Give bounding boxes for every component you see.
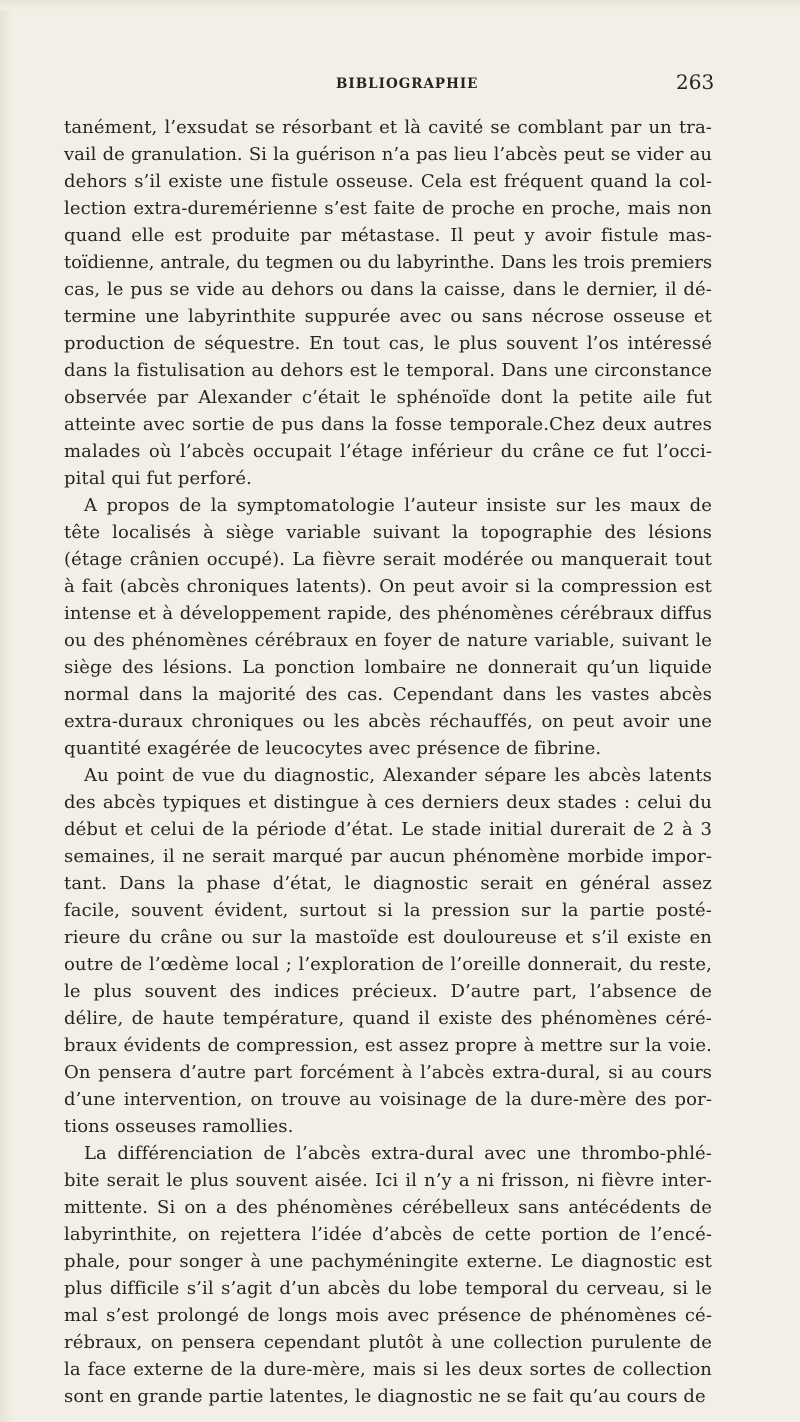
text-line: production de séquestre. En tout cas, le plus souvent l’os intéressé	[64, 333, 712, 354]
text-line: tanément, l’exsudat se résorbant et là cavité se comblant par un tra-	[64, 117, 712, 138]
paragraph	[64, 762, 712, 1140]
text-line: tions osseuses ramollies.	[64, 1116, 294, 1137]
text-line: siège des lésions. La ponction lombaire ne donnerait qu’un liquide	[64, 657, 712, 678]
text-line: termine une labyrinthite suppurée avec ou sans nécrose osseuse et	[64, 306, 712, 327]
text-line: ou des phénomènes cérébraux en foyer de nature variable, suivant le	[64, 630, 712, 651]
running-head: BIBLIOGRAPHIE	[336, 76, 479, 92]
page-edge-shadow	[0, 0, 14, 1422]
text-line: outre de l’œdème local ; l’exploration de l’oreille donnerait, du reste,	[64, 954, 712, 975]
text-line: mal s’est prolongé de longs mois avec présence de phénomènes cé-	[64, 1305, 712, 1326]
text-line: cas, le pus se vide au dehors ou dans la caisse, dans le dernier, il dé-	[64, 279, 712, 300]
text-line: à fait (abcès chroniques latents). On peut avoir si la compression est	[64, 576, 712, 597]
text-line: mittente. Si on a des phénomènes cérébelleux sans antécédents de	[64, 1197, 712, 1218]
page-number: 263	[676, 70, 715, 94]
text-line: phale, pour songer à une pachyméningite externe. Le diagnostic est	[64, 1251, 712, 1272]
text-line: quantité exagérée de leucocytes avec présence de fibrine.	[64, 738, 602, 759]
text-line: semaines, il ne serait marqué par aucun phénomène morbide impor-	[64, 846, 712, 867]
text-line: normal dans la majorité des cas. Cependant dans les vastes abcès	[64, 684, 712, 705]
text-line: toïdienne, antrale, du tegmen ou du labyrinthe. Dans les trois premiers	[64, 252, 712, 273]
text-line: braux évidents de compression, est assez propre à mettre sur la voie.	[64, 1035, 712, 1056]
text-line: atteinte avec sortie de pus dans la fosse temporale.Chez deux autres	[64, 414, 712, 435]
text-line: labyrinthite, on rejettera l’idée d’abcès de cette portion de l’encé-	[64, 1224, 712, 1245]
paragraph	[64, 1140, 712, 1410]
text-line: dans la fistulisation au dehors est le temporal. Dans une circonstance	[64, 360, 712, 381]
text-line: rébraux, on pensera cependant plutôt à une collection purulente de	[64, 1332, 712, 1353]
text-line: tant. Dans la phase d’état, le diagnostic serait en général assez	[64, 873, 712, 894]
text-line: intense et à développement rapide, des phénomènes cérébraux diffus	[64, 603, 712, 624]
text-line: lection extra-duremérienne s’est faite de proche en proche, mais non	[64, 198, 712, 219]
text-line: On pensera d’autre part forcément à l’abcès extra-dural, si au cours	[64, 1062, 712, 1083]
text-line: sont en grande partie latentes, le diagnostic ne se fait qu’au cours de	[64, 1386, 706, 1407]
text-line: extra-duraux chroniques ou les abcès réchauffés, on peut avoir une	[64, 711, 712, 732]
text-line: tête localisés à siège variable suivant la topographie des lésions	[64, 522, 712, 543]
text-line: pital qui fut perforé.	[64, 468, 252, 489]
text-line: bite serait le plus souvent aisée. Ici il n’y a ni frisson, ni fièvre inter-	[64, 1170, 712, 1191]
body-text	[64, 114, 712, 1410]
text-line: délire, de haute température, quand il existe des phénomènes céré-	[64, 1008, 712, 1029]
text-line: d’une intervention, on trouve au voisinage de la dure-mère des por-	[64, 1089, 712, 1110]
paragraph	[64, 114, 712, 492]
page-header	[0, 68, 800, 98]
text-line: A propos de la symptomatologie l’auteur insiste sur les maux de	[84, 495, 712, 516]
text-line: quand elle est produite par métastase. Il peut y avoir fistule mas-	[64, 225, 712, 246]
text-line: la face externe de la dure-mère, mais si les deux sortes de collection	[64, 1359, 712, 1380]
text-line: La différenciation de l’abcès extra-dural avec une thrombo-phlé-	[84, 1143, 712, 1164]
text-line: facile, souvent évident, surtout si la pression sur la partie posté-	[64, 900, 712, 921]
text-line: le plus souvent des indices précieux. D’autre part, l’absence de	[64, 981, 712, 1002]
text-line: des abcès typiques et distingue à ces derniers deux stades : celui du	[64, 792, 712, 813]
text-line: observée par Alexander c’était le sphénoïde dont la petite aile fut	[64, 387, 712, 408]
text-line: plus difficile s’il s’agit d’un abcès du lobe temporal du cerveau, si le	[64, 1278, 712, 1299]
text-line: malades où l’abcès occupait l’étage inférieur du crâne ce fut l’occi-	[64, 441, 712, 462]
text-line: vail de granulation. Si la guérison n’a pas lieu l’abcès peut se vider au	[64, 144, 712, 165]
text-line: rieure du crâne ou sur la mastoïde est douloureuse et s’il existe en	[64, 927, 712, 948]
text-line: début et celui de la période d’état. Le stade initial durerait de 2 à 3	[64, 819, 712, 840]
text-line: dehors s’il existe une fistule osseuse. Cela est fréquent quand la col-	[64, 171, 712, 192]
text-line: Au point de vue du diagnostic, Alexander sépare les abcès latents	[84, 765, 712, 786]
paragraph	[64, 492, 712, 762]
page-top-shadow	[0, 0, 800, 10]
text-line: (étage crânien occupé). La fièvre serait modérée ou manquerait tout	[64, 549, 712, 570]
